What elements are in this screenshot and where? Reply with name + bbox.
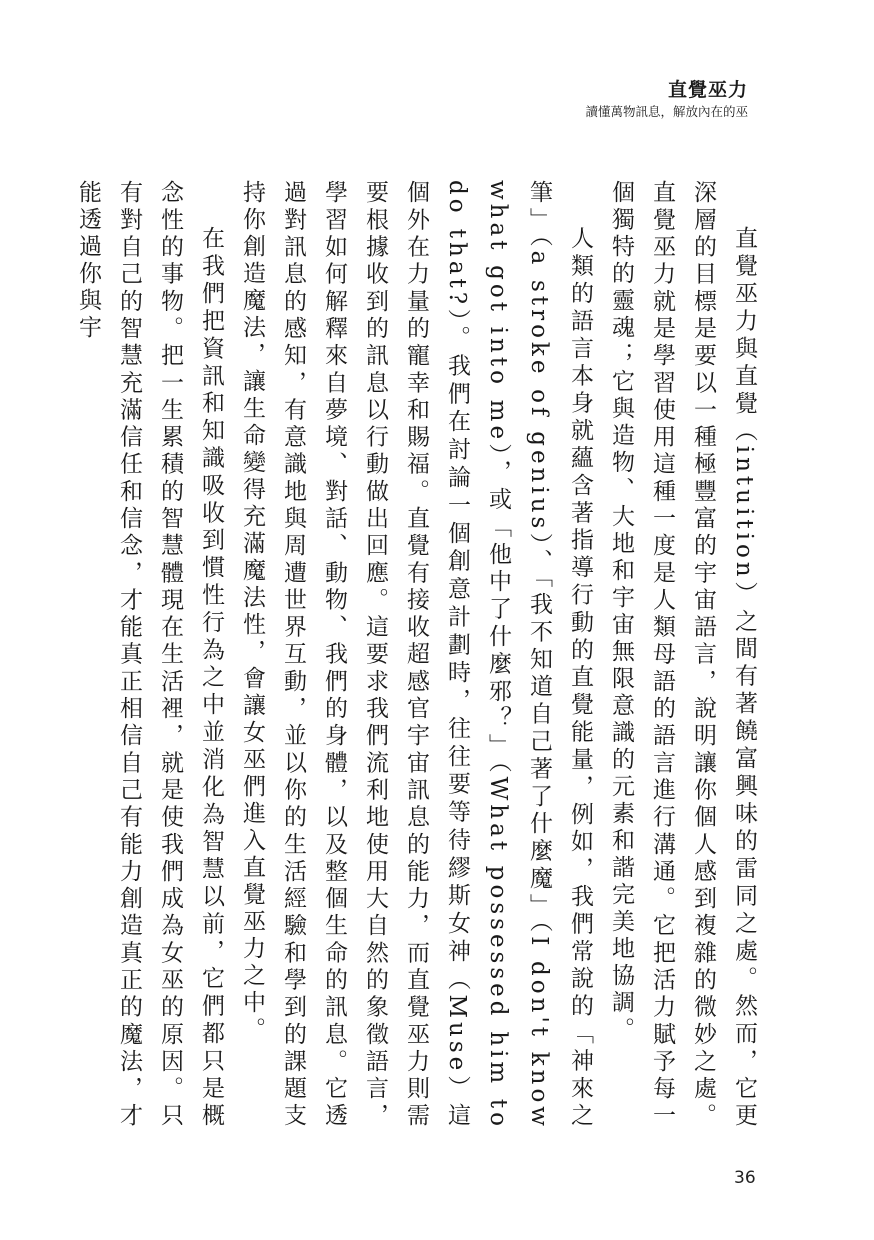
body-text	[75, 180, 764, 1130]
running-header	[585, 78, 748, 120]
paragraph-2: 人類的語言本身就蘊含著指導行動的直覺能量，例如，我們常說的「神來之筆」（a stroke of genius）、「我不知道自己著了什麼魔」（I don't know what got into me），或「他中了什麼邪？」（What possessed him to do that?）。我們在討論一個創意計劃時，往往要等待繆斯女神（Muse）這個外在力量的寵幸和賜福。直覺有接收超感官宇宙訊息的能力，而直覺巫力則需要根據收到的訊息以行動做出回應。這要求我們流利地使用大自然的象徵語言，學習如何解釋來自夢境、對話、動物、我們的身體，以及整個生命的訊息。它透過對訊息的感知，有意識地與周遭世界互動，並以你的生活經驗和學到的課題支持你創造魔法，讓生命變得充滿魔法性，會讓女巫們進入直覺巫力之中。	[239, 180, 593, 1130]
book-subtitle: 讀懂萬物訊息，解放內在的巫	[585, 104, 748, 119]
paragraph-1: 直覺巫力與直覺（intuition）之間有著饒富興味的雷同之處。然而，它更深層的目標是要以一種極豐富的宇宙語言，說明讓你個人感到複雜的微妙之處。直覺巫力就是學習使用這種一度是人類母語的語言進行溝通。它把活力賦予每一個獨特的靈魂；它與造物、大地和宇宙無限意識的元素和諧完美地協調。	[608, 180, 757, 1130]
paragraph-3: 在我們把資訊和知識吸收到慣性行為之中並消化為智慧以前，它們都只是概念性的事物。把一生累積的智慧體現在生活裡，就是使我們成為女巫的原因。只有對自己的智慧充滿信任和信念，才能真正相信自己有能力創造真正的魔法，才能透過你與宇	[75, 180, 224, 1130]
book-title: 直覺巫力	[667, 79, 748, 101]
page-number: 36	[734, 1168, 756, 1188]
